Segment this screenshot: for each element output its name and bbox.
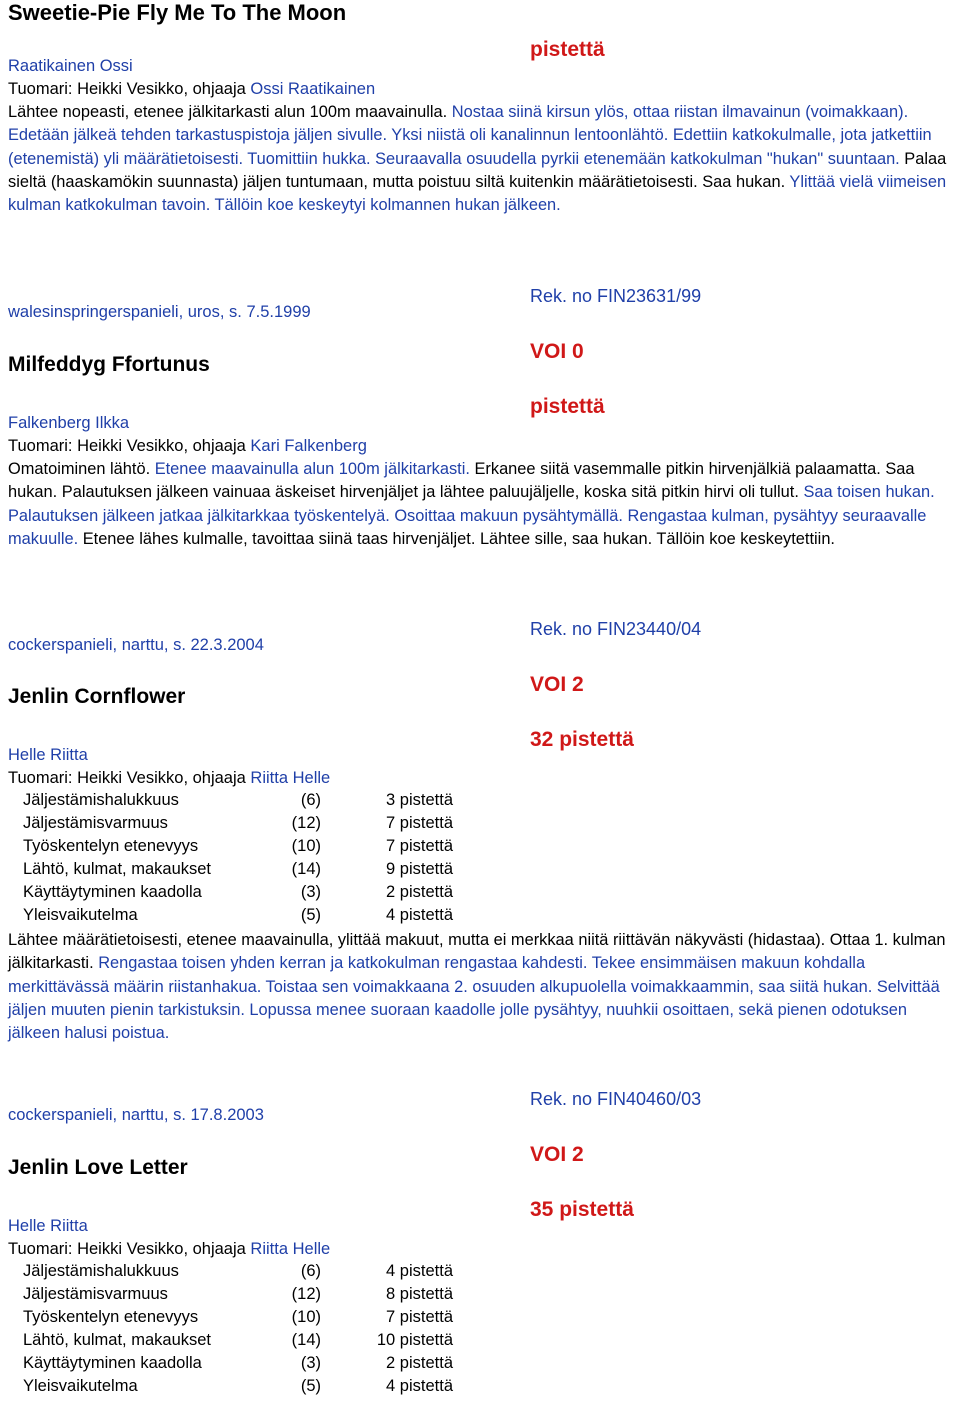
dog-name-sweetie-pie: Sweetie-Pie Fly Me To The Moon (8, 0, 347, 25)
breed-info: cockerspanieli, narttu, s. 17.8.2003 (8, 1106, 264, 1124)
score-max: (14) (291, 1331, 321, 1349)
score-points: 2 pistettä (386, 883, 453, 901)
report-part: Omatoiminen lähtö. (8, 460, 155, 478)
score-points: 10 pistettä (376, 1331, 453, 1349)
report-part: Lähtee määrätietoisesti, etenee maavainulla, ylittää makuut, mutta ei merkkaa niitä riittävän näkyvästi (hidastaa). Ottaa 1. kulman jälkitarkasti. (8, 931, 946, 973)
score-max: (14) (291, 860, 321, 878)
report-part: Palautuksen jälkeen vainuaa äskeiset hirvenjäljet ja lähtee paluujäljelle, koska sitä pitkin hirvi oli tullut. (61, 483, 804, 502)
judge-line (8, 1238, 330, 1261)
score-label: Käyttäytyminen kaadolla (23, 883, 202, 901)
points-total: 35 pistettä (530, 1198, 634, 1221)
score-label: Yleisvaikutelma (23, 906, 138, 924)
score-points: 4 pistettä (386, 906, 453, 924)
report-text (8, 101, 953, 217)
voi-result: VOI 0 (530, 340, 584, 363)
voi-result: VOI 2 (530, 1143, 584, 1166)
score-points: 9 pistettä (386, 860, 453, 878)
score-label: Työskentelyn etenevyys (23, 1308, 199, 1326)
voi-result: VOI 2 (530, 673, 584, 696)
breed-info: cockerspanieli, narttu, s. 22.3.2004 (8, 636, 264, 654)
score-max: (3) (300, 1354, 321, 1372)
score-points: 8 pistettä (386, 1285, 453, 1303)
score-max: (6) (300, 1262, 321, 1280)
handler-name: Helle Riitta (8, 746, 88, 764)
score-points: 4 pistettä (386, 1377, 453, 1395)
report-text (8, 929, 953, 1045)
score-row (23, 1285, 453, 1308)
handler-ref: Riitta Helle (250, 769, 331, 787)
report-part: Ylittää vielä viimeisen kulman katkokulman tavoin. Tällöin koe keskeytyi kolmannen hukan jälkeen. (8, 172, 947, 215)
score-max: (12) (291, 1285, 321, 1303)
registration-number: Rek. no FIN23631/99 (530, 286, 702, 306)
score-label: Jäljestämisvarmuus (23, 814, 168, 832)
score-label: Jäljestämishalukkuus (23, 791, 179, 809)
score-row (23, 1308, 453, 1331)
report-part: Lähtee nopeasti, etenee jälkitarkasti alun 100m maavainulla. (8, 103, 452, 121)
score-row (23, 1377, 453, 1400)
handler-name: Helle Riitta (8, 1217, 88, 1235)
score-max: (10) (291, 837, 321, 855)
score-row (23, 906, 453, 929)
handler-name: Falkenberg Ilkka (8, 414, 130, 432)
judge-line (8, 78, 375, 101)
score-points: 3 pistettä (386, 791, 453, 809)
score-max: (6) (300, 791, 321, 809)
score-label: Jäljestämishalukkuus (23, 1262, 179, 1280)
handler-name: Raatikainen Ossi (8, 57, 133, 75)
points-total: 32 pistettä (530, 728, 634, 751)
dog-name: Milfeddyg Ffortunus (8, 353, 210, 376)
dog-name: Jenlin Cornflower (8, 685, 186, 708)
judge-line (8, 435, 367, 458)
score-label: Käyttäytyminen kaadolla (23, 1354, 202, 1372)
score-label: Yleisvaikutelma (23, 1377, 138, 1395)
dog-name: Jenlin Love Letter (8, 1156, 188, 1179)
score-points: 2 pistettä (386, 1354, 453, 1372)
score-max: (3) (300, 883, 321, 901)
report-part: Palaa sieltä (haaskamökin suunnasta) jäljen tuntumaan, mutta poistuu siltä kuitenkin määrätietoisesti. Saa hukan. (8, 149, 947, 191)
score-label: Työskentelyn etenevyys (23, 837, 199, 855)
score-label: Lähtö, kulmat, makaukset (23, 860, 212, 878)
score-label: Lähtö, kulmat, makaukset (23, 1331, 212, 1349)
score-points: 7 pistettä (386, 814, 453, 832)
judge-label: Tuomari: Heikki Vesikko, ohjaaja (8, 80, 251, 98)
report-text (8, 458, 953, 551)
report-part: Saa toisen hukan. Palautuksen jälkeen jatkaa jälkitarkkaa työskentelyä. (8, 483, 935, 525)
judge-label: Tuomari: Heikki Vesikko, ohjaaja (8, 769, 251, 787)
report-part: Etenee maavainulla alun 100m jälkitarkasti. (154, 460, 475, 478)
score-row (23, 837, 453, 860)
score-label: Jäljestämisvarmuus (23, 1285, 168, 1303)
report-part: Nostaa siinä kirsun ylös, ottaa riistan ilmavainun (voimakkaan). Edetään jälkeä tehden tarkastuspistoja jäljen sivulle. Yksi niistä oli kanalinnun lentoonlähtö. Edettiin katkokulmalle, jota jatkettiin (etenemistä) yli määrätietoisesti. Tuomittiin hukka. Seuraavalla osuudella pyrkii etenemään katkokulman "hukan" suuntaan. (8, 103, 932, 168)
breed-info: walesinspringerspanieli, uros, s. 7.5.1999 (8, 303, 311, 321)
handler-ref: Kari Falkenberg (250, 437, 367, 455)
score-row (23, 1331, 453, 1354)
score-max: (5) (300, 1377, 321, 1395)
score-points: 7 pistettä (386, 1308, 453, 1326)
score-row (23, 814, 453, 837)
handler-ref: Riitta Helle (250, 1240, 331, 1258)
judge-line (8, 767, 330, 790)
score-max: (5) (300, 906, 321, 924)
report-part: Osoittaa makuun pysähtymällä. Rengastaa kulman, pysähtyy seuraavalle makuulle. (8, 506, 927, 548)
report-part: Etenee lähes kulmalle, tavoittaa siinä taas hirvenjäljet. Lähtee sille, saa hukan. Tällöin koe keskeytettiin. (82, 529, 835, 548)
score-max: (10) (291, 1308, 321, 1326)
score-row (23, 883, 453, 906)
handler-ref: Ossi Raatikainen (250, 80, 376, 98)
report-part: Rengastaa toisen yhden kerran ja katkokulman rengastaa kahdesti. Tekee ensimmäisen makuun kohdalla merkittävässä määrin riistanhakua. Toistaa sen voimakkaana 2. osuuden alkupuolella voimakkaammin, saa siitä hukan. Selvittää jäljen muuten pienin tarkistuksin. Lopussa menee suoraan kaadolle jolle pysähtyy, nuuhkii osoittaen, sekä pienen odotuksen jälkeen halusi poistua. (8, 954, 940, 1043)
score-points: 4 pistettä (386, 1262, 453, 1280)
score-row (23, 791, 453, 814)
judge-label: Tuomari: Heikki Vesikko, ohjaaja (8, 1240, 251, 1258)
points-label: pistettä (530, 38, 605, 61)
score-max: (12) (291, 814, 321, 832)
judge-label: Tuomari: Heikki Vesikko, ohjaaja (8, 437, 251, 455)
score-row (23, 1262, 453, 1285)
registration-number: Rek. no FIN23440/04 (530, 619, 702, 639)
report-part: Erkanee siitä vasemmalle pitkin hirvenjälkiä palaamatta. Saa hukan. (8, 460, 915, 502)
registration-number: Rek. no FIN40460/03 (530, 1089, 702, 1109)
score-row (23, 1354, 453, 1377)
score-row (23, 860, 453, 883)
score-points: 7 pistettä (386, 837, 453, 855)
points-total: pistettä (530, 395, 605, 418)
